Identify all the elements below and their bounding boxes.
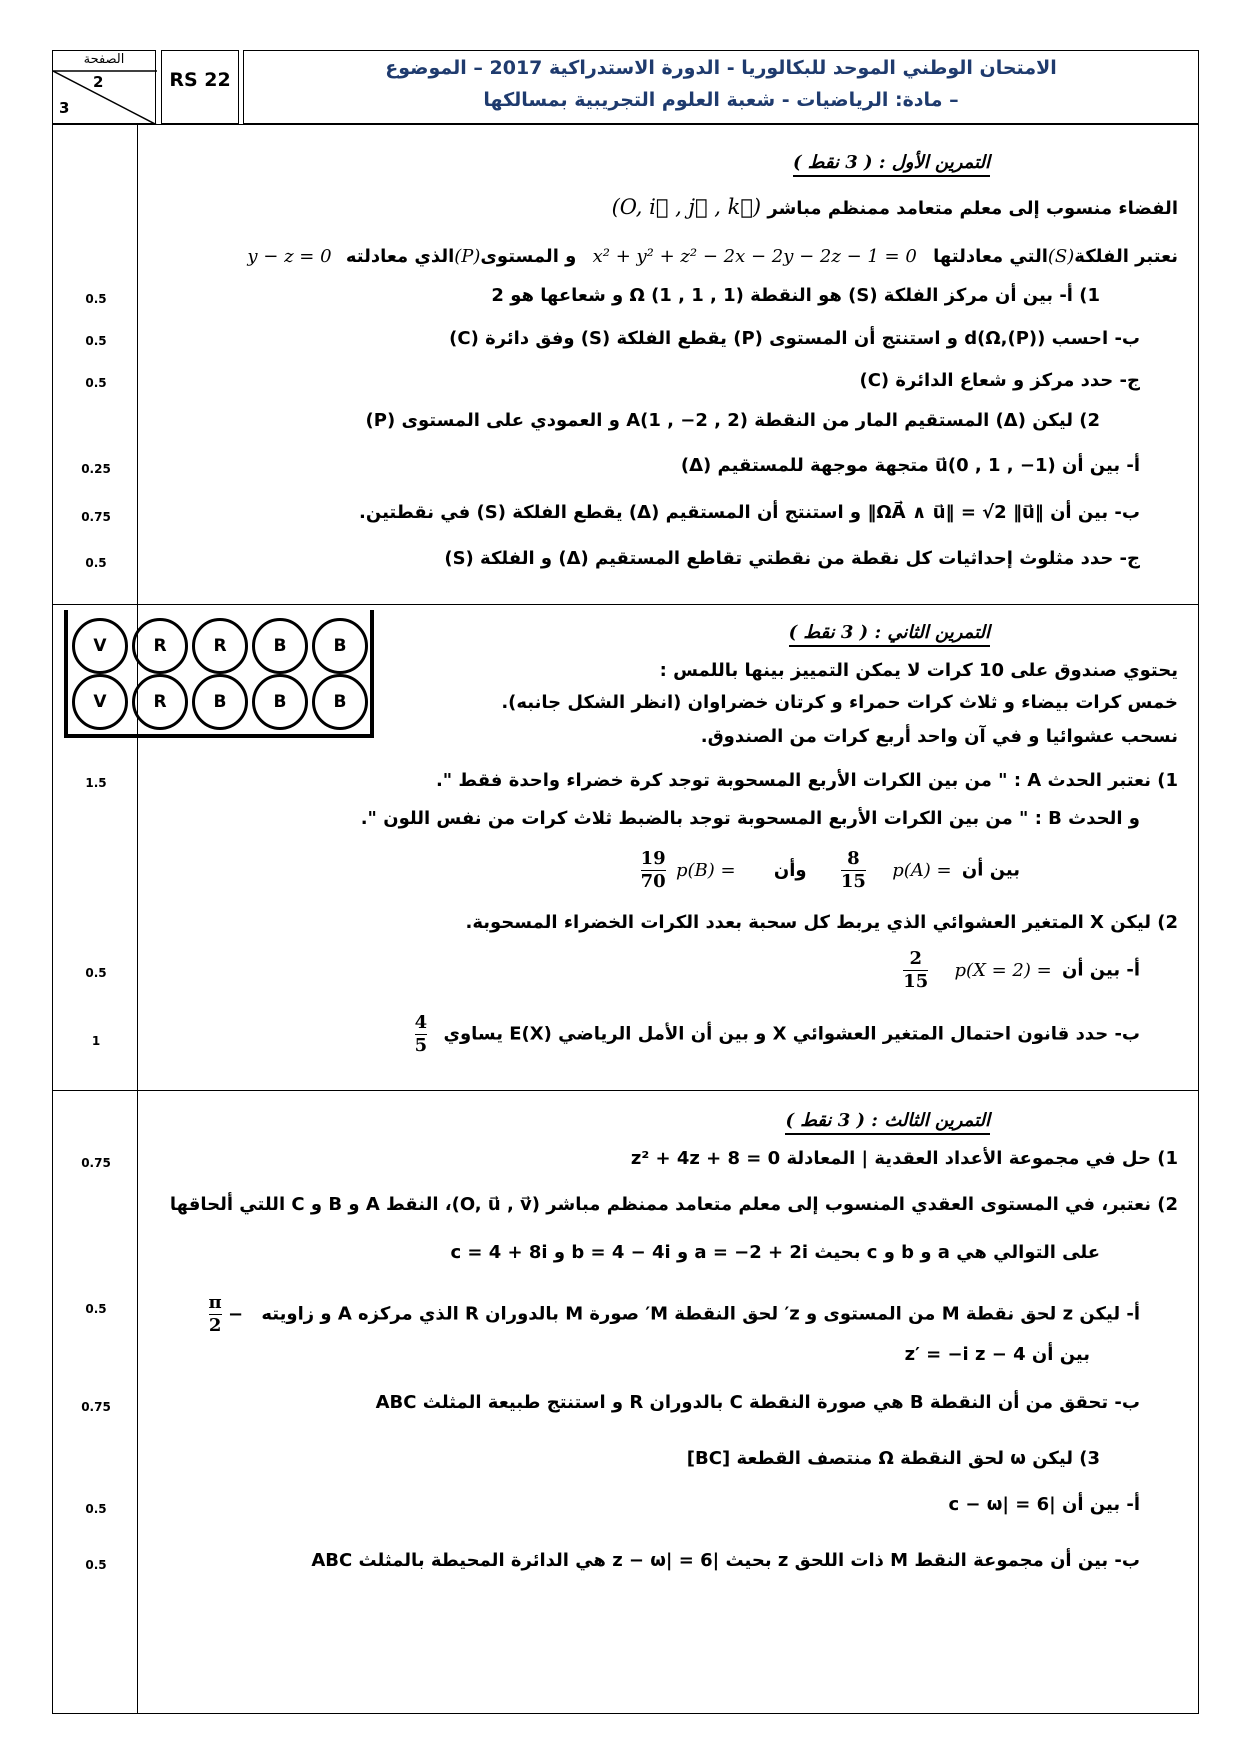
ball: R <box>192 618 248 674</box>
exercise2-title: التمرين الثاني : ( 3 نقط ) <box>789 622 990 647</box>
section-divider <box>52 604 1199 605</box>
score: 0.5 <box>85 292 107 306</box>
exam-title-line1: الامتحان الوطني الموحد للبكالوريا - الدورة الاستدراكية 2017 – الموضوع <box>385 57 1057 79</box>
exam-code-box <box>161 50 239 124</box>
ball: V <box>72 674 128 730</box>
ball: B <box>192 674 248 730</box>
ex3-q3: 3) ليكن ω لحق النقطة Ω منتصف القطعة [BC] <box>686 1448 1100 1469</box>
ex1-q2c: ج- حدد مثلوث إحداثيات كل نقطة من نقطتي تقاطع المستقيم (Δ) و الفلكة (S) <box>444 548 1140 569</box>
ex2-q1a: 1) نعتبر الحدث A : " من بين الكرات الأربع المسحوبة توجد كرة خضراء واحدة فقط ". <box>435 770 1178 791</box>
ex1-q1b: ب- احسب d(Ω,(P)) و استنتج أن المستوى (P) يقطع الفلكة (S) وفق دائرة (C) <box>449 328 1140 349</box>
ex3-q2b: ب- تحقق من أن النقطة B هي صورة النقطة C بالدوران R و استنتج طبيعة المثلث ABC <box>375 1392 1140 1413</box>
ex3-q1: 1) حل في مجموعة الأعداد العقدية | المعادلة z² + 4z + 8 = 0 <box>630 1148 1178 1169</box>
fraction: $\frac{4}{5}$ <box>414 1012 428 1056</box>
ex3-q2-line2: على التوالي هي a و b و c بحيث a = −2 + 2i و b = 4 − 4i و c = 4 + 8i <box>450 1242 1100 1263</box>
score: 0.5 <box>85 1558 107 1572</box>
fraction: $\frac{2}{15}$ <box>903 948 929 992</box>
score: 0.5 <box>85 376 107 390</box>
exam-code: RS 22 <box>169 69 231 91</box>
ex3-q2a2: بين أن z′ = −i z − 4 <box>904 1344 1090 1365</box>
ex1-q1c: ج- حدد مركز و شعاع الدائرة (C) <box>859 370 1140 391</box>
ex2-line2: خمس كرات بيضاء و ثلاث كرات حمراء و كرتان خضراوان (انظر الشكل جانبه). <box>501 692 1178 713</box>
exercise3-title: التمرين الثالث : ( 3 نقط ) <box>785 1110 990 1135</box>
score: 0.75 <box>81 1400 111 1414</box>
ex1-q1a: 1) أ- بين أن مركز الفلكة (S) هو النقطة Ω (1 , 1 , 1) و شعاعها هو 2 <box>491 285 1100 306</box>
ex2-q1b: و الحدث B : " من بين الكرات الأربع المسحوبة توجد بالضبط ثلاث كرات من نفس اللون ". <box>360 808 1140 829</box>
exercise1-title: التمرين الأول : ( 3 نقط ) <box>793 152 990 177</box>
page-number: 2 <box>93 73 104 91</box>
ball: V <box>72 618 128 674</box>
ball: R <box>132 674 188 730</box>
fraction: $\frac{19}{70}$ <box>640 848 666 892</box>
ball: B <box>252 618 308 674</box>
exam-title-line2: – مادة: الرياضيات - شعبة العلوم التجريبية بمسالكها <box>483 89 959 111</box>
score-column <box>52 124 138 1714</box>
score: 0.5 <box>85 556 107 570</box>
ball-box-figure <box>64 610 374 738</box>
ex2-q1c: بين أن p(A) = $\frac{8}{15}$ وأن p(B) = $\frac{19}{70}$ <box>640 848 1020 892</box>
ball: B <box>252 674 308 730</box>
ball: B <box>312 618 368 674</box>
section-divider <box>52 1090 1199 1091</box>
score: 1.5 <box>85 776 107 790</box>
score: 0.5 <box>85 334 107 348</box>
ex2-q2b: ب- حدد قانون احتمال المتغير العشوائي X و بين أن الأمل الرياضي E(X) يساوي $\frac{4}{5}$ <box>414 1012 1140 1056</box>
score: 0.75 <box>81 510 111 524</box>
ex2-line1: يحتوي صندوق على 10 كرات لا يمكن التمييز بينها باللمس : <box>659 660 1178 681</box>
ball: R <box>132 618 188 674</box>
ex1-q2b: ب- بين أن ‖ΩA⃗ ∧ u⃗‖ = √2 ‖u⃗‖ و استنتج أن المستقيم (Δ) يقطع الفلكة (S) في نقطتين. <box>359 502 1140 523</box>
page-number-box <box>52 50 156 124</box>
ex3-q3b: ب- بين أن مجموعة النقط M ذات اللحق z بحيث |z − ω| = 6 هي الدائرة المحيطة بالمثلث ABC <box>311 1550 1140 1571</box>
score: 1 <box>91 1034 101 1048</box>
ex2-line3: نسحب عشوائيا و في آن واحد أربع كرات من الصندوق. <box>700 726 1178 747</box>
ex1-q2: 2) ليكن (Δ) المستقيم المار من النقطة A(1 , −2 , 2) و العمودي على المستوى (P) <box>365 410 1100 431</box>
score: 0.5 <box>85 1302 107 1316</box>
ex3-q2a: أ- ليكن z لحق نقطة M من المستوى و z′ لحق النقطة M′ صورة M بالدوران R الذي مركزه A و زاويته − $\frac{\pi}{2}$ <box>208 1292 1140 1336</box>
page-total: 3 <box>59 99 70 117</box>
ex1-line1: الفضاء منسوب إلى معلم متعامد ممنظم مباشر (O, i⃗ , j⃗ , k⃗) <box>611 195 1178 219</box>
page-label: الصفحة <box>83 52 125 67</box>
fraction: $\frac{\pi}{2}$ <box>208 1292 222 1336</box>
ex1-line2: نعتبر الفلكة(S)التي معادلتها x² + y² + z² − 2x − 2y − 2z − 1 = 0 و المستوى(P)الذي معادلته y − z = 0 <box>247 246 1178 267</box>
fraction: $\frac{8}{15}$ <box>840 848 866 892</box>
ex3-q3a: أ- بين أن |c − ω| = 6 <box>948 1494 1140 1515</box>
score: 0.5 <box>85 1502 107 1516</box>
ex2-q2a: أ- بين أن p(X = 2) = $\frac{2}{15}$ <box>903 948 1140 992</box>
ball: B <box>312 674 368 730</box>
ex3-q2: 2) نعتبر، في المستوى العقدي المنسوب إلى معلم متعامد ممنظم مباشر (O, u⃗ , v⃗)، النقط A و B و C اللتي ألحاقها <box>169 1194 1178 1215</box>
score: 0.25 <box>81 462 111 476</box>
ex2-q2: 2) ليكن X المتغير العشوائي الذي يربط كل سحبة بعدد الكرات الخضراء المسحوبة. <box>465 912 1178 933</box>
ex1-q2a: أ- بين أن u⃗(0 , 1 , −1) متجهة موجهة للمستقيم (Δ) <box>680 455 1140 476</box>
score: 0.5 <box>85 966 107 980</box>
score: 0.75 <box>81 1156 111 1170</box>
exam-title-box <box>243 50 1199 124</box>
